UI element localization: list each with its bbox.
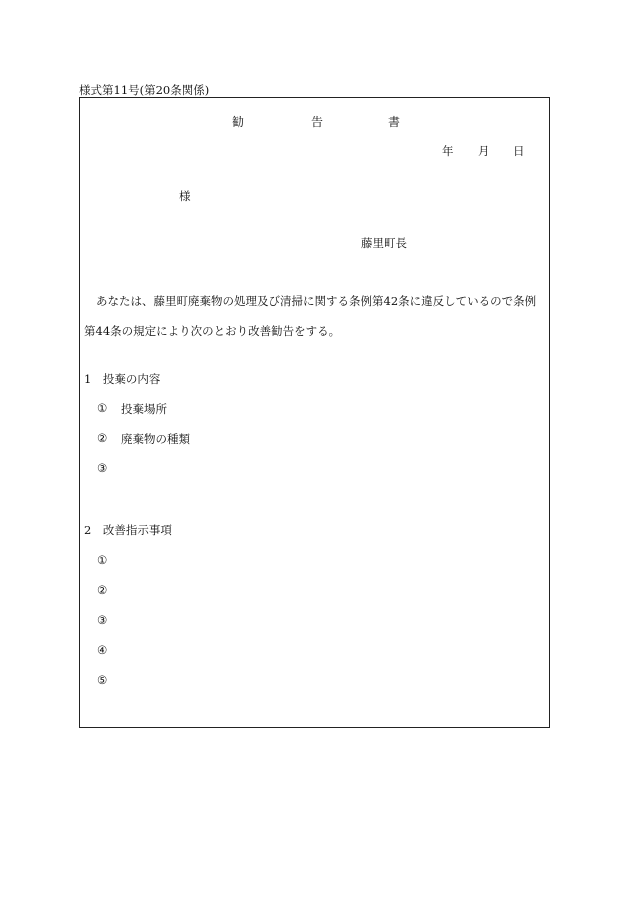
title-char-1: 勧 — [232, 115, 245, 129]
section-1-item-2-mark: ② — [97, 431, 108, 445]
date-day: 日 — [513, 144, 525, 158]
section-1-heading: 1 投棄の内容 — [84, 372, 161, 386]
section-1-item-1-mark: ① — [97, 401, 108, 415]
section-1-item-1-label: 投棄場所 — [121, 402, 167, 416]
form-number-label: 様式第11号(第20条関係) — [79, 83, 210, 97]
addressee-suffix: 様 — [179, 189, 191, 203]
body-line-1: あなたは、藤里町廃棄物の処理及び清掃に関する条例第42条に違反しているので条例 — [96, 294, 537, 308]
issuer-name: 藤里町長 — [361, 236, 407, 250]
section-2-item-4-mark: ④ — [97, 643, 108, 657]
title-char-3: 書 — [388, 115, 401, 129]
date-year: 年 — [442, 144, 454, 158]
section-2-item-3-mark: ③ — [97, 613, 108, 627]
section-1-item-2-label: 廃棄物の種類 — [121, 432, 190, 446]
body-line-2: 第44条の規定により次のとおり改善勧告をする。 — [84, 324, 341, 338]
section-2-item-5-mark: ⑤ — [97, 673, 108, 687]
section-2-item-2-mark: ② — [97, 583, 108, 597]
title-char-2: 告 — [311, 115, 324, 129]
section-2-item-1-mark: ① — [97, 553, 108, 567]
section-2-heading: 2 改善指示事項 — [84, 523, 172, 537]
section-1-item-3-mark: ③ — [97, 461, 108, 475]
date-month: 月 — [478, 144, 490, 158]
recommendation-form — [79, 97, 550, 728]
